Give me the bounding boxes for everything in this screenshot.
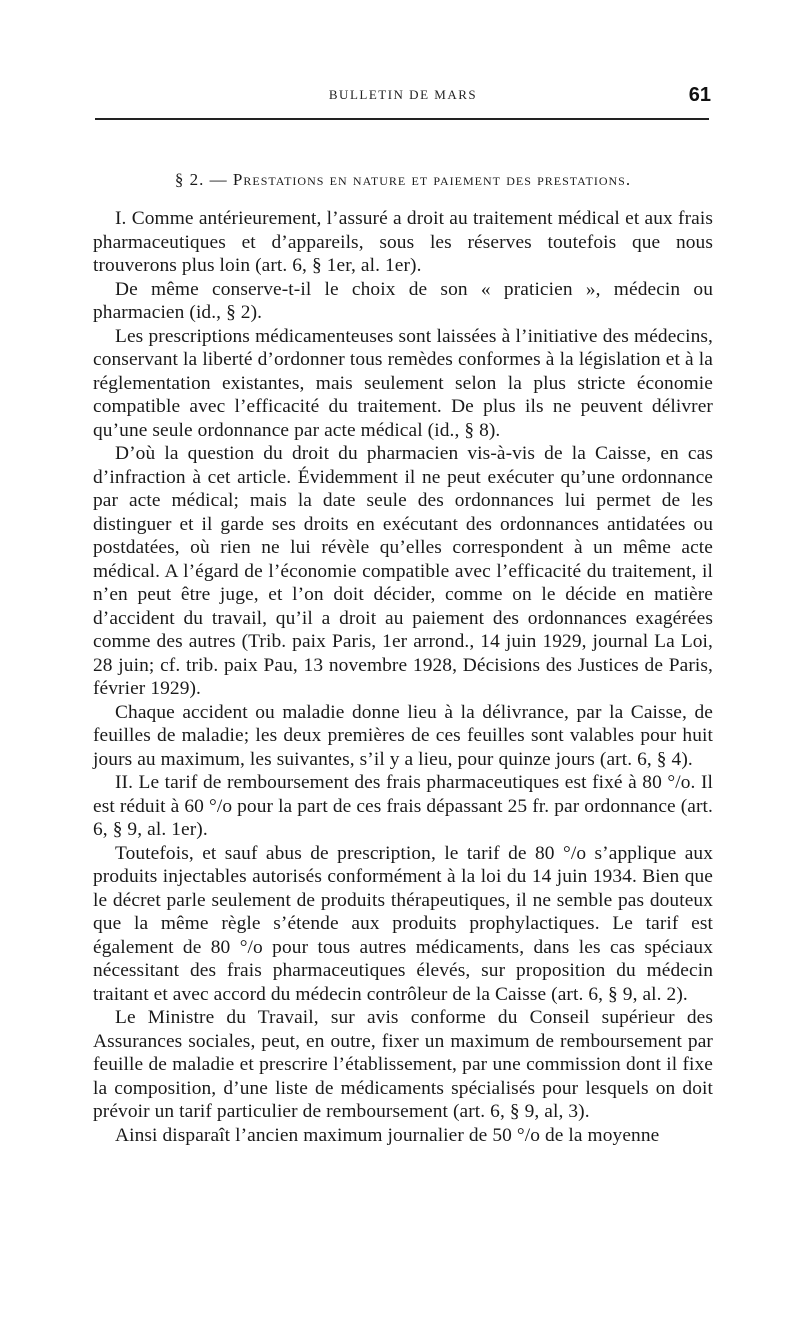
section-heading: § 2. — Prestations en nature et paiement des prestations.: [174, 170, 632, 189]
paragraph: Les prescriptions médicamenteuses sont laissées à l’initiative des médecins, conservant la liberté d’ordonner tous remèdes conformes à la législation et à la réglementation existantes, mais seulement selon la plus stricte économie compatible avec l’efficacité du traitement. De plus ils ne peuvent délivrer qu’une seule ordonnance par acte médical (id., § 8).: [93, 325, 713, 441]
paragraph: Chaque accident ou maladie donne lieu à la délivrance, par la Caisse, de feuilles de maladie; les deux premières de ces feuilles sont valables pour huit jours au maximum, les suivantes, s’il y a lieu, pour quinze jours (art. 6, § 4).: [93, 701, 713, 770]
paragraph: Toutefois, et sauf abus de prescription, le tarif de 80 °/o s’applique aux produits injectables autorisés conformément à la loi du 14 juin 1934. Bien que le décret parle seulement de produits thérapeutiques, il ne semble pas douteux que la même règle s’étende aux produits prophylactiques. Le tarif est également de 80 °/o pour tous autres médicaments, dans les cas spéciaux nécessitant des frais pharmaceutiques élevés, sur proposition du médecin traitant et avec accord du médecin contrôleur de la Caisse (art. 6, § 9, al. 2).: [93, 842, 713, 1005]
body-text: [93, 207, 713, 1147]
header-rule: [95, 118, 709, 120]
paragraph: Ainsi disparaît l’ancien maximum journalier de 50 °/o de la moyenne: [115, 1124, 660, 1146]
paragraph: De même conserve-t-il le choix de son « praticien », médecin ou pharmacien (id., § 2).: [93, 278, 713, 323]
page-header: [93, 84, 713, 108]
paragraph: I. Comme antérieurement, l’assuré a droit au traitement médical et aux frais pharmaceutiques et d’appareils, sous les réserves toutefois que nous trouverons plus loin (art. 6, § 1er, al. 1er).: [93, 208, 713, 276]
paragraph: II. Le tarif de remboursement des frais pharmaceutiques est fixé à 80 °/o. Il est réduit à 60 °/o pour la part de ces frais dépassant 25 fr. par ordonnance (art. 6, § 9, al. 1er).: [93, 772, 713, 840]
running-title: BULLETIN DE MARS: [328, 87, 478, 102]
paragraph: D’où la question du droit du pharmacien vis-à-vis de la Caisse, en cas d’infraction à cet article. Évidemment il ne peut exécuter qu’une ordonnance par acte médical; mais la date seule des ordonnances lui permet de les distinguer et il garde ses droits en exécutant des ordonnances antidatées ou postdatées, où rien ne lui révèle qu’elles correspondent à un même acte médical. A l’égard de l’économie compatible avec l’efficacité du traitement, il n’en peut être juge, et l’on doit décider, comme on le décide en matière d’accident du travail, qu’il a droit au paiement des ordonnances exagérées comme des autres (Trib. paix Paris, 1er arrond., 14 juin 1929, journal La Loi, 28 juin; cf. trib. paix Pau, 13 novembre 1928, Décisions des Justices de Paris, février 1929).: [93, 443, 713, 699]
paragraph: Le Ministre du Travail, sur avis conforme du Conseil supérieur des Assurances sociales, peut, en outre, fixer un maximum de remboursement par feuille de maladie et prescrire l’établissement, par une commission dont il fixe la composition, d’une liste de médicaments spécialisés pour lesquels on doit prévoir un tarif particulier de remboursement (art. 6, § 9, al, 3).: [93, 1007, 713, 1122]
page-number: 61: [688, 84, 711, 106]
